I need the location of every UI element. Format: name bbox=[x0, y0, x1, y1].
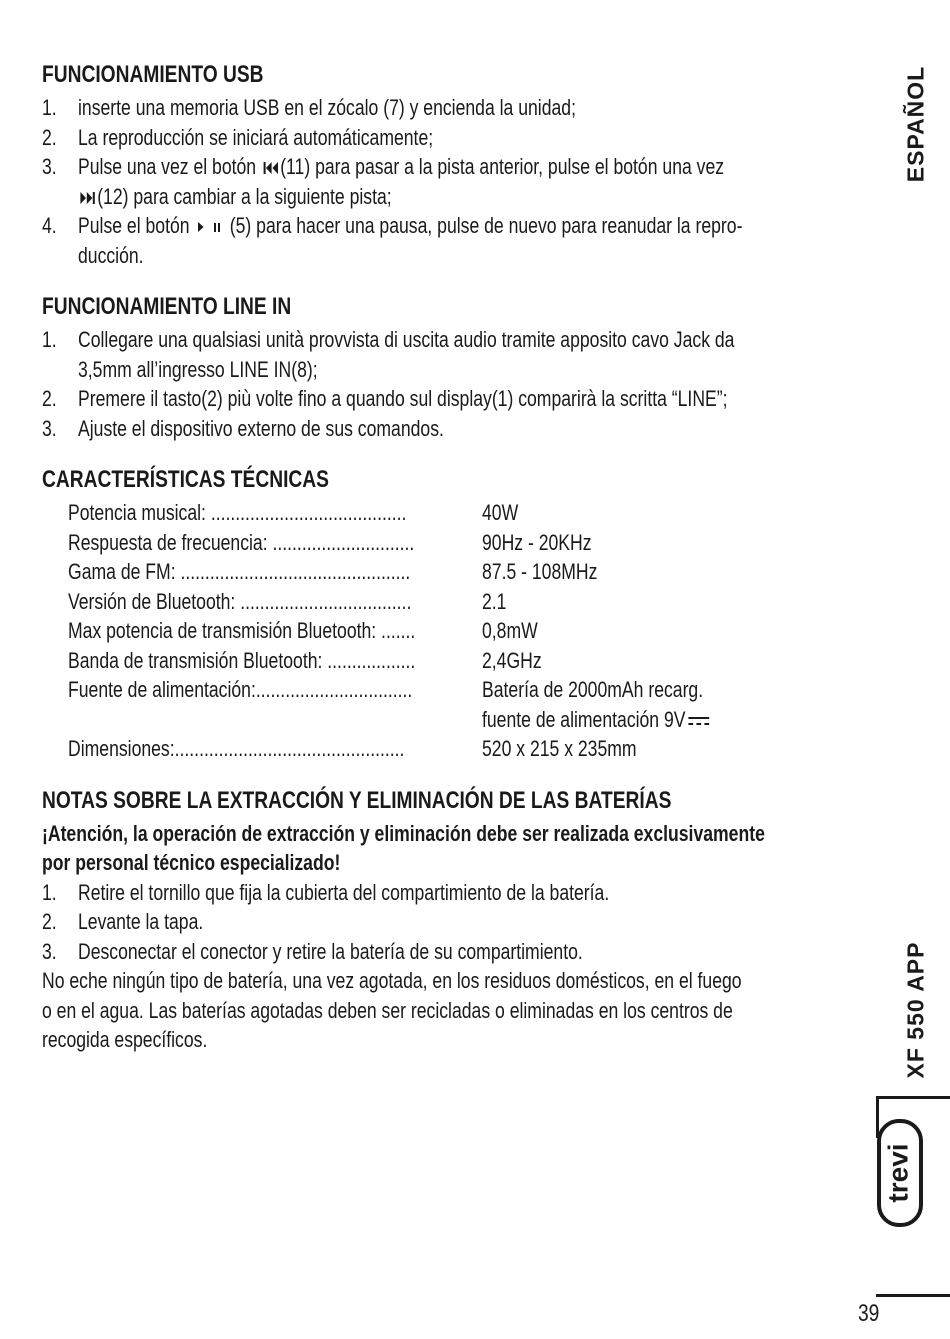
list-item: 1. Collegare una qualsiasi unità provvista di uscita audio tramite apposito cavo Jack da 3,5mm all’ingresso LINE IN(8); bbox=[42, 327, 735, 382]
line-in-steps bbox=[42, 325, 874, 443]
list-item: 4. Pulse el botón (5) para hacer una pausa, pulse de nuevo para reanudar la repro- ducción. bbox=[42, 213, 743, 268]
spec-row: Versión de Bluetooth: ................................... 2.1 bbox=[68, 588, 507, 614]
spec-row: Max potencia de transmisión Bluetooth: ....... 0,8mW bbox=[68, 618, 538, 643]
list-item: 3. Pulse una vez el botón (11) para pasar a la pista anterior, pulse el botón una vez (12) para cambiar a la siguiente pista; bbox=[42, 154, 725, 209]
spec-row: Banda de transmisión Bluetooth: .................. 2,4GHz bbox=[68, 647, 542, 673]
section-title-specs: CARACTERÍSTICAS TÉCNICAS bbox=[42, 466, 329, 493]
list-item: 1. inserte una memoria USB en el zócalo (7) y encienda la unidad; bbox=[42, 95, 576, 120]
section-title-battery: NOTAS SOBRE LA EXTRACCIÓN Y ELIMINACIÓN DE LAS BATERÍAS bbox=[42, 786, 672, 814]
section-title-line-in: FUNCIONAMIENTO LINE IN bbox=[42, 293, 292, 320]
spec-row: Dimensiones:............................................... 520 x 215 x 235mm bbox=[68, 736, 637, 761]
play-pause-icon bbox=[196, 220, 223, 234]
page-number: 39 bbox=[858, 1300, 880, 1327]
spec-row: fuente de alimentación 9V bbox=[68, 705, 874, 735]
spec-row: Potencia musical: ........................................ 40W bbox=[68, 500, 519, 525]
skip-previous-icon bbox=[263, 161, 279, 175]
language-tab: ESPAÑOL bbox=[902, 65, 929, 183]
footer-divider bbox=[876, 1294, 950, 1297]
spec-row: Respuesta de frecuencia: ............................. 90Hz - 20KHz bbox=[68, 529, 592, 555]
spec-row: Gama de FM: ............................................... 87.5 - 108MHz bbox=[68, 559, 598, 584]
list-item: 1. Retire el tornillo que fija la cubierta del compartimiento de la batería. bbox=[42, 879, 610, 905]
battery-steps bbox=[42, 878, 874, 967]
svg-text:trevi: trevi bbox=[882, 1143, 914, 1203]
section-battery bbox=[42, 786, 874, 1055]
section-usb bbox=[42, 60, 874, 270]
list-item: 2. La reproducción se iniciará automáticamente; bbox=[42, 124, 434, 150]
section-title-usb: FUNCIONAMIENTO USB bbox=[42, 61, 264, 88]
list-item: 3. Desconectar el conector y retire la batería de su compartimiento. bbox=[42, 938, 583, 964]
skip-next-icon bbox=[80, 191, 96, 205]
warning-text: por personal técnico especializado! bbox=[42, 850, 341, 875]
document-body bbox=[42, 60, 874, 1077]
brand-logo bbox=[876, 1118, 924, 1228]
section-specs bbox=[42, 465, 874, 764]
list-item: 2. Levante la tapa. bbox=[42, 909, 204, 934]
side-divider bbox=[876, 1096, 950, 1099]
disposal-paragraph: No eche ningún tipo de batería, una vez agotada, en los residuos domésticos, en el fuego o en el agua. Las baterías agotadas deben ser recicladas o eliminadas en los centros de recogida específicos. bbox=[42, 968, 742, 1052]
warning-text: ¡Atención, la operación de extracción y eliminación debe ser realizada exclusivamente bbox=[42, 820, 765, 846]
section-line-in bbox=[42, 292, 874, 443]
specs-table bbox=[68, 498, 874, 764]
usb-steps bbox=[42, 93, 874, 270]
list-item: 2. Premere il tasto(2) più volte fino a quando sul display(1) comparirà la scritta “LINE”; bbox=[42, 386, 728, 411]
spec-row: Fuente de alimentación:................................ Batería de 2000mAh recarg. bbox=[68, 677, 704, 702]
model-tab: XF 550 APP bbox=[902, 941, 929, 1079]
dc-symbol-icon bbox=[687, 715, 711, 727]
list-item: 3. Ajuste el dispositivo externo de sus comandos. bbox=[42, 415, 444, 441]
